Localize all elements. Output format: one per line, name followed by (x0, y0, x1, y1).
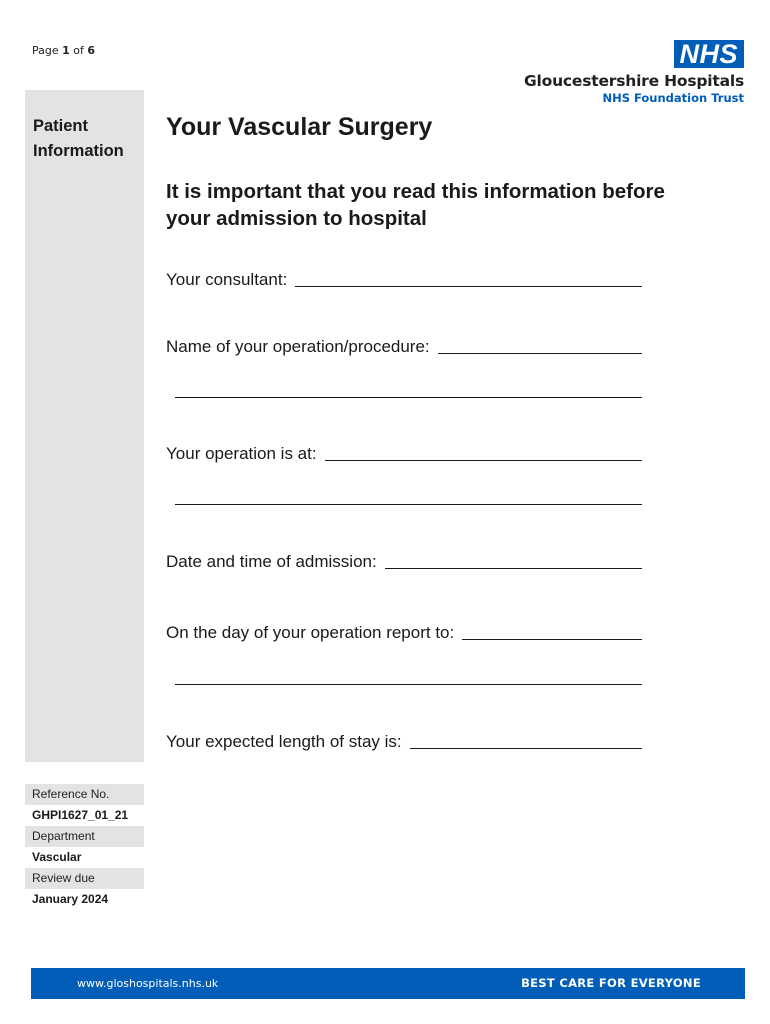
length-of-stay-label: Your expected length of stay is: (166, 732, 402, 751)
page-current: 1 (62, 44, 70, 57)
sidebar-title (33, 114, 124, 164)
report-to-continuation-line[interactable] (175, 684, 642, 685)
footer-tagline: BEST CARE FOR EVERYONE (521, 976, 701, 990)
sidebar-title-line1: Patient (33, 117, 89, 135)
page-total: 6 (87, 44, 96, 57)
footer-url[interactable]: www.gloshospitals.nhs.uk (77, 977, 219, 990)
consultant-label: Your consultant: (166, 270, 288, 289)
nhs-lozenge: NHS (674, 40, 744, 68)
page-indicator (32, 44, 95, 57)
reference-value: GHPI1627_01_21 (25, 805, 144, 826)
review-value: January 2024 (25, 889, 144, 910)
sidebar-panel (25, 90, 144, 762)
operation-location-continuation-line[interactable] (175, 504, 642, 505)
operation-location-label: Your operation is at: (166, 444, 317, 463)
page-title: Your Vascular Surgery (166, 113, 433, 141)
nhs-trust-logo (524, 40, 744, 105)
operation-name-field[interactable] (166, 337, 642, 357)
trust-subtitle: NHS Foundation Trust (602, 91, 744, 105)
operation-location-field[interactable] (166, 444, 642, 464)
length-of-stay-input-line[interactable] (410, 747, 642, 749)
footer-bar (31, 968, 745, 999)
operation-name-input-line[interactable] (438, 352, 642, 354)
consultant-input-line[interactable] (295, 285, 642, 287)
page-of: of (73, 44, 84, 57)
report-to-label: On the day of your operation report to: (166, 623, 455, 642)
admission-label: Date and time of admission: (166, 552, 377, 571)
department-label: Department (25, 826, 144, 847)
operation-location-input-line[interactable] (325, 459, 642, 461)
admission-field[interactable] (166, 552, 642, 572)
review-label: Review due (25, 868, 144, 889)
report-to-input-line[interactable] (462, 638, 642, 640)
department-value: Vascular (25, 847, 144, 868)
sidebar-title-line2: Information (33, 142, 124, 160)
page-prefix: Page (32, 44, 59, 57)
operation-name-continuation-line[interactable] (175, 397, 642, 398)
consultant-field[interactable] (166, 270, 642, 290)
trust-name: Gloucestershire Hospitals (524, 72, 744, 90)
reference-table (25, 784, 144, 910)
operation-name-label: Name of your operation/procedure: (166, 337, 430, 356)
admission-input-line[interactable] (385, 567, 642, 569)
length-of-stay-field[interactable] (166, 732, 642, 752)
reference-label: Reference No. (25, 784, 144, 805)
page-subtitle: It is important that you read this information before your admission to hospital (166, 180, 665, 230)
report-to-field[interactable] (166, 623, 642, 643)
